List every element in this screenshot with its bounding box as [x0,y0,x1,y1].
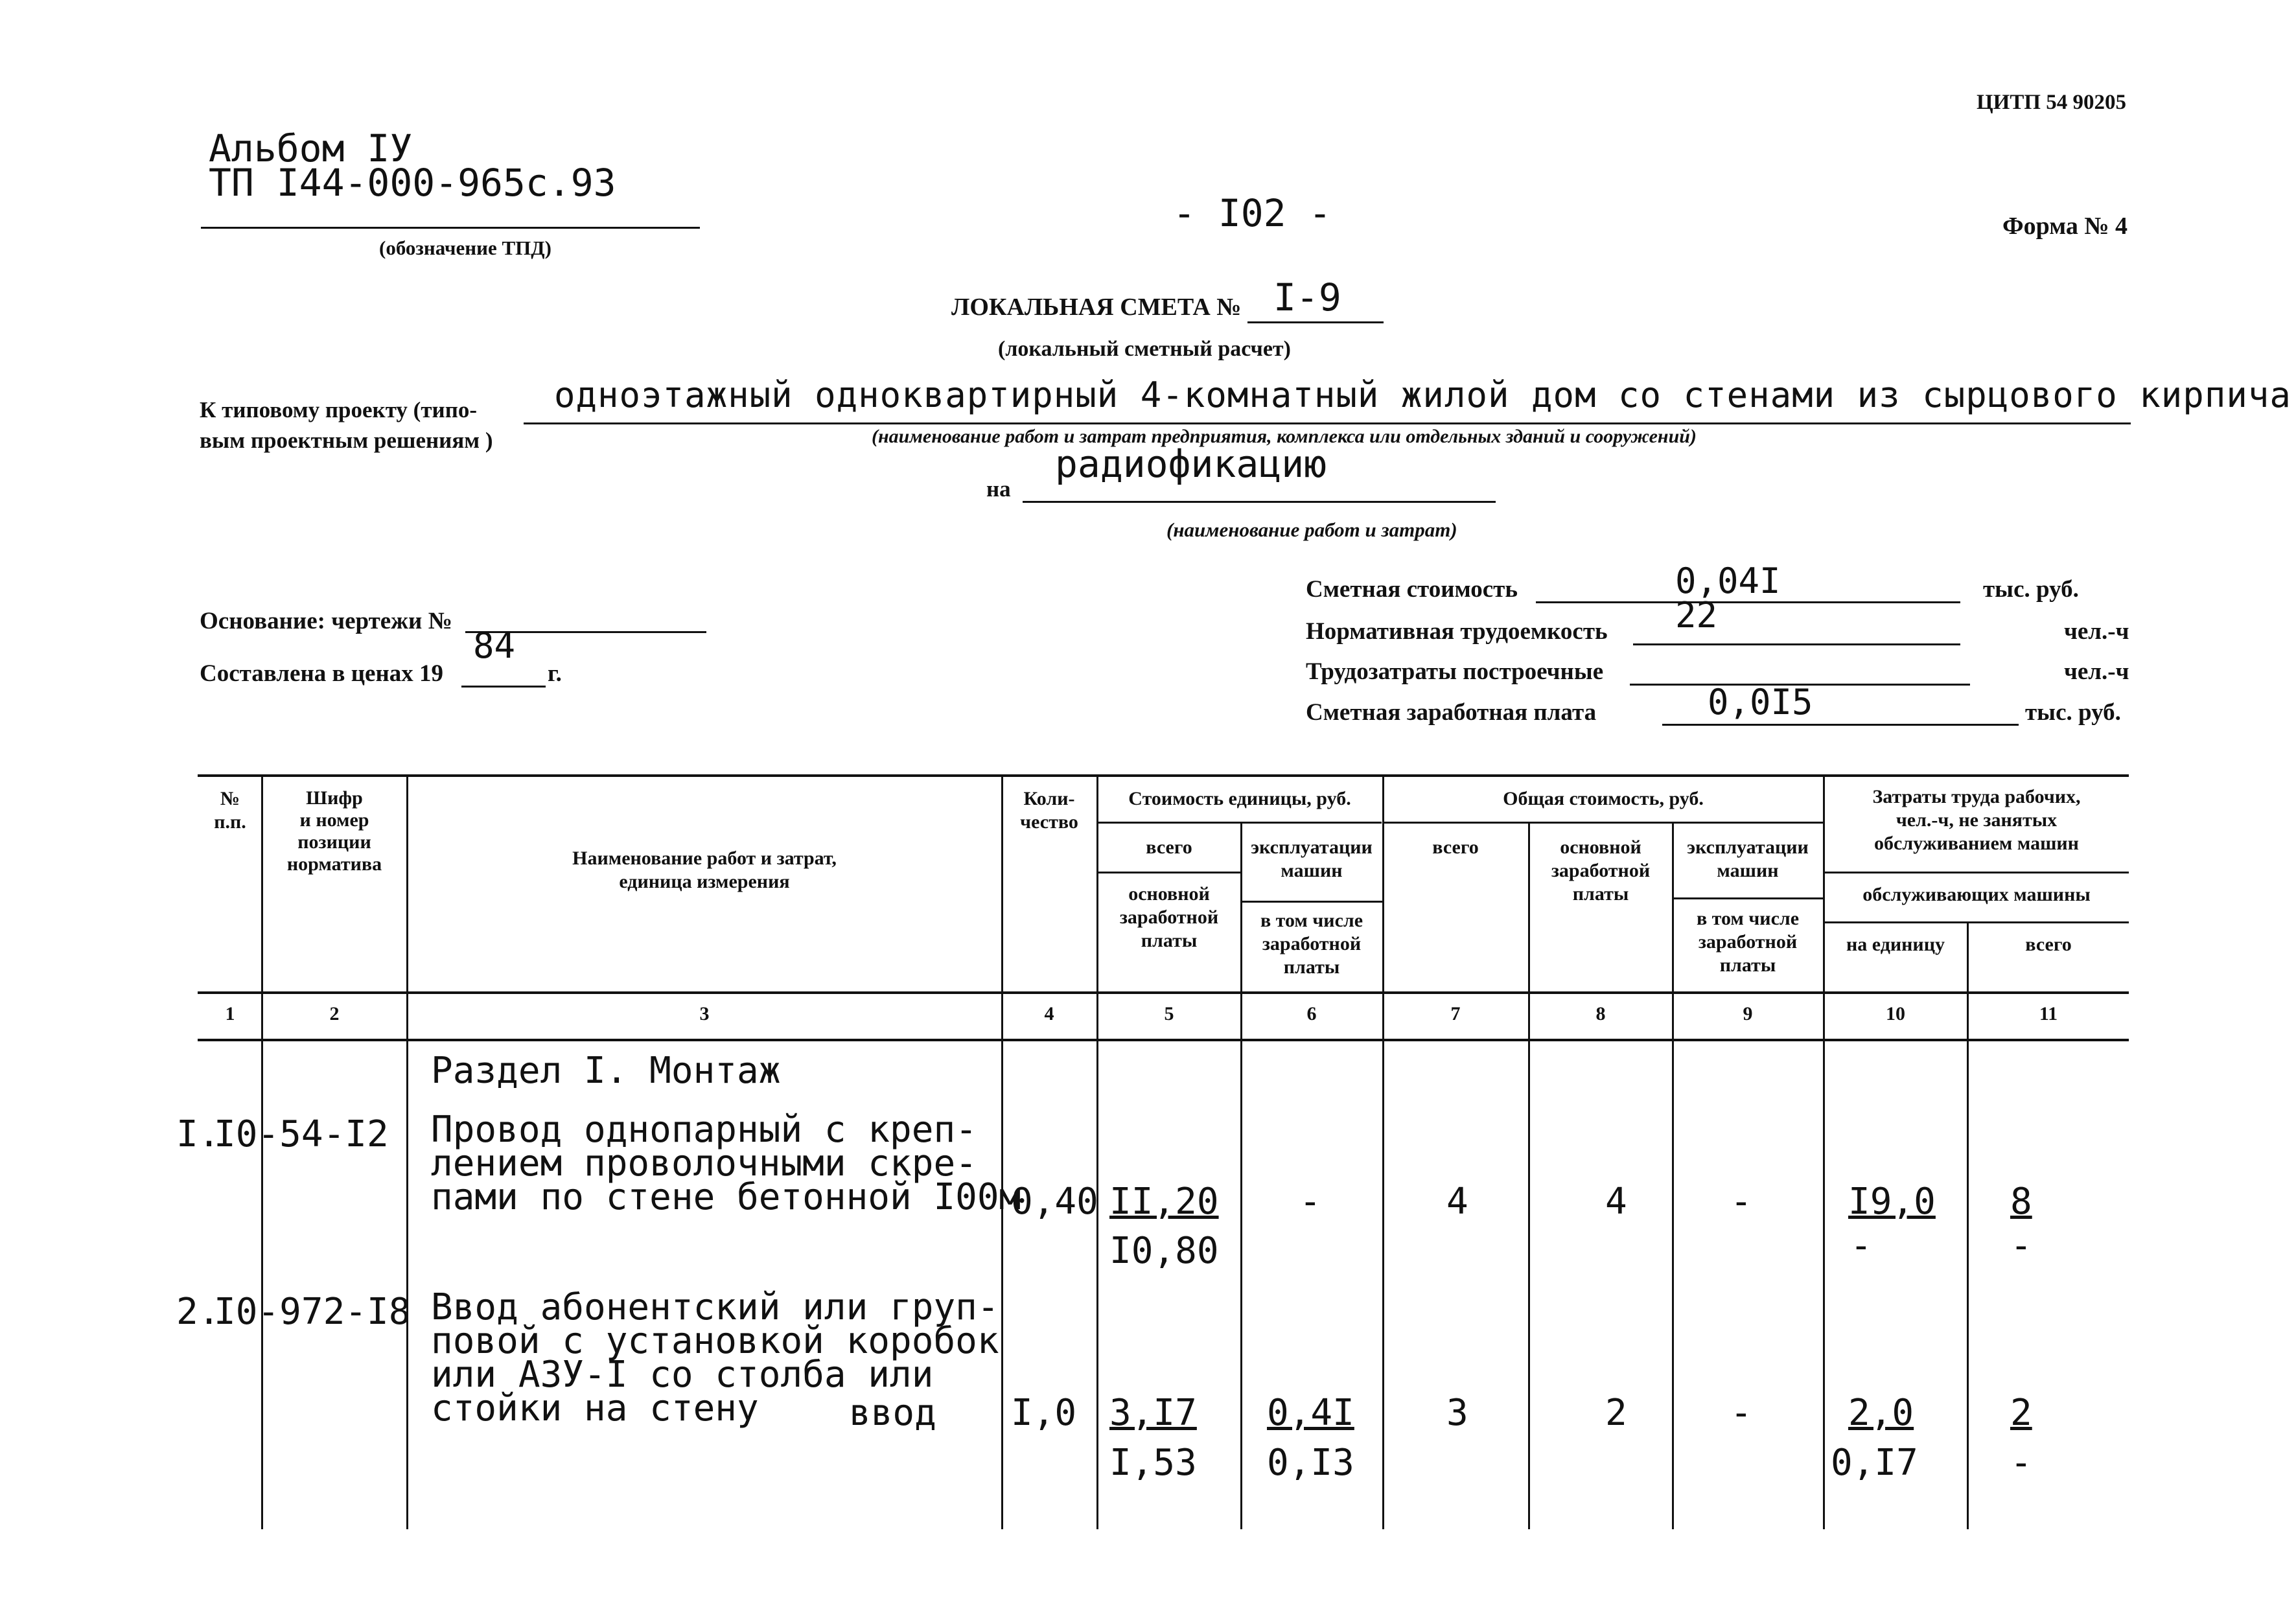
site-label: Трудозатраты построечные [1306,658,1604,685]
row-qty: 0,40 [1011,1181,1098,1223]
col-number: 7 [1450,1003,1461,1024]
cost-unit: тыс. руб. [1983,576,2079,603]
cost-underline [1536,601,1960,603]
header-unit-total: всего [1146,837,1192,858]
header-total-wage: основной заработной платы [1551,837,1651,905]
header-unit-wage: основной заработной платы [1119,883,1219,951]
prices-year-underline [461,686,546,688]
row-total-mach: - [1730,1181,1752,1223]
smeta-label: ЛОКАЛЬНАЯ СМЕТА № [951,294,1242,321]
col-number: 11 [2039,1003,2058,1024]
row-name-line: Ввод абонентский или груп- [431,1286,999,1328]
col-number: 5 [1164,1003,1174,1024]
col-number: 2 [329,1003,340,1024]
row-labor-unit-mach: - [1850,1225,1872,1267]
tpd-caption: (обозначение ТПД) [379,237,551,259]
row-name-line: стойки на стену [431,1387,759,1429]
rule-labor-a [1823,872,2129,873]
rule-unit-mach [1241,901,1382,903]
row-number: 2. [176,1291,220,1333]
project-underline [524,422,2131,424]
smeta-number: I-9 [1273,275,1341,319]
row-labor-unit-mach: 0,I7 [1831,1442,1918,1484]
prices-year: 84 [473,625,516,666]
row-labor-total: 8 [2010,1181,2032,1223]
row-unit-wage: I0,80 [1109,1230,1219,1272]
header-unit-cost: Стоимость единицы, руб. [1128,788,1351,809]
wage-unit: тыс. руб. [2025,699,2121,726]
col-number: 6 [1306,1003,1317,1024]
tpd-underline [201,227,700,229]
header-total-cost: Общая стоимость, руб. [1503,788,1704,809]
col-number: 9 [1743,1003,1753,1024]
rule-total-cost [1382,822,1823,824]
header-labor: Затраты труда рабочих, чел.-ч, не занятых обслуживанием машин [1872,786,2081,854]
prices-suffix: г. [548,660,562,687]
header-qty: Коли- чество [1020,788,1078,833]
col-number: 8 [1595,1003,1606,1024]
header-total-mach-wage: в том числе заработной платы [1696,908,1800,976]
rule-header-bottom [198,991,2129,994]
row-total-wage: 4 [1605,1181,1627,1223]
wage-underline [1662,724,2019,726]
header-name: Наименование работ и затрат, единица измерения [572,848,837,892]
wage-label: Сметная заработная плата [1306,699,1597,726]
work-caption: (наименование работ и затрат) [1166,518,1457,541]
row-total-wage: 2 [1605,1392,1627,1434]
row-unit-suffix: ввод [849,1392,936,1434]
col-number: 4 [1044,1003,1054,1024]
col-sep-4 [1096,774,1098,1529]
cost-label: Сметная стоимость [1306,576,1518,603]
rule-total-mach [1672,897,1823,899]
row-code: I0-54-I2 [214,1113,389,1155]
project-caption: (наименование работ и затрат предприятия, комплекса или отдельных зданий и сооружений) [872,426,1697,447]
smeta-number-underline [1247,321,1384,323]
site-unit: чел.-ч [2064,658,2129,685]
rule-unit-total [1096,872,1240,873]
row-total-mach: - [1730,1392,1752,1434]
section-title: Раздел I. Монтаж [431,1050,781,1092]
header-total-all: всего [1432,837,1479,858]
row-labor-total: 2 [2010,1392,2032,1434]
col-number: 10 [1886,1003,1905,1024]
work-underline [1023,501,1496,503]
col-sep-8 [1672,822,1674,1529]
row-unit-total: 3,I7 [1109,1392,1197,1434]
row-labor-unit: I9,0 [1848,1181,1936,1223]
prices-label: Составлена в ценах 19 [200,660,444,687]
row-labor-unit: 2,0 [1848,1392,1914,1434]
project-name: одноэтажный одноквартирный 4-комнатный жилой дом со стенами из сырцового кирпича [554,375,2291,415]
row-name-line: или АЗУ-I со столба или [431,1354,934,1396]
row-labor-total-mach: - [2010,1225,2032,1267]
header-total-mach: эксплуатации машин [1687,837,1809,881]
header-labor-total: всего [2025,934,2072,955]
row-total-all: 3 [1446,1392,1468,1434]
cost-value: 0,04I [1675,561,1781,601]
labor-underline [1633,643,1960,645]
row-qty: I,0 [1011,1392,1077,1434]
col-sep-6 [1382,774,1384,1529]
col-number: 3 [699,1003,710,1024]
col-sep-7 [1528,822,1530,1529]
table-top-rule [198,774,2129,777]
col-sep-5 [1240,822,1242,1529]
row-labor-total-mach: - [2010,1442,2032,1484]
row-name-line: лением проволочными скре- [431,1142,977,1185]
row-unit-mach-wage: 0,I3 [1267,1442,1354,1484]
row-name-line: повой с установкой коробок [431,1320,999,1362]
project-label-1: К типовому проекту (типо- [200,397,478,422]
document-code: ЦИТП 54 90205 [1977,91,2127,114]
tp-number: ТП I44-000-965с.93 [209,161,616,205]
header-unit-mach: эксплуатации машин [1251,837,1373,881]
wage-value: 0,0I5 [1708,682,1813,723]
header-labor-mach: обслуживающих машины [1862,884,2091,905]
work-name: радиофикацию [1055,442,1327,486]
header-unit-mach-wage: в том числе заработной платы [1260,910,1363,978]
labor-label: Нормативная трудоемкость [1306,618,1608,645]
row-name-line: Провод однопарный с креп- [431,1109,977,1151]
col-number: 1 [225,1003,235,1024]
row-name-line: пами по стене бетонной I00м [431,1176,1021,1218]
labor-value: 22 [1675,595,1718,636]
row-code: I0-972-I8 [214,1291,411,1333]
col-sep-3 [1001,774,1003,1529]
row-unit-wage: I,53 [1109,1442,1197,1484]
col-sep-9 [1823,774,1825,1529]
rule-labor-b [1823,921,2129,923]
header-code: Шифр и номер позиции норматива [286,787,382,875]
col-sep-2 [406,774,408,1529]
project-label-2: вым проектным решениям ) [200,428,493,453]
album-label: Альбом IУ [209,126,413,170]
header-n: № п.п. [214,788,246,833]
page-number: - I02 - [1173,191,1332,235]
smeta-subtitle: (локальный сметный расчет) [998,337,1291,361]
row-number: I. [176,1113,220,1155]
row-unit-total: II,20 [1109,1181,1219,1223]
rule-colnum-bottom [198,1039,2129,1041]
row-unit-mach: - [1299,1181,1321,1223]
header-labor-unit: на единицу [1846,934,1945,955]
row-unit-mach: 0,4I [1267,1392,1354,1434]
row-total-all: 4 [1446,1181,1468,1223]
na-label: на [986,476,1011,502]
labor-unit: чел.-ч [2064,618,2129,645]
form-number: Форма № 4 [2002,213,2128,240]
basis-label: Основание: чертежи № [200,608,452,634]
rule-unit-cost [1096,822,1382,824]
